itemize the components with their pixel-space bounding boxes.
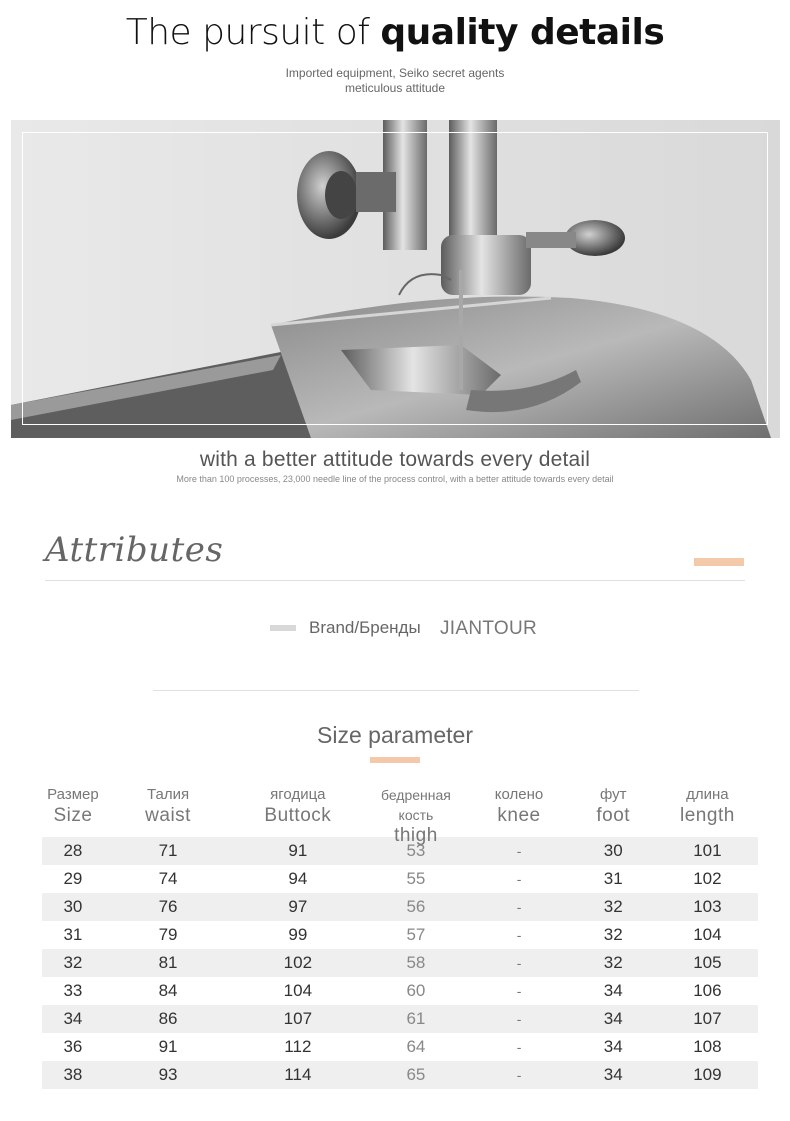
column-header-en: thigh	[394, 825, 438, 846]
column-header	[363, 785, 468, 846]
size-title: Size parameter	[317, 722, 473, 748]
column-header-en: Buttock	[264, 805, 332, 826]
size-table-header	[42, 785, 758, 846]
table-cell: 103	[693, 897, 722, 916]
table-cell: 76	[158, 897, 178, 916]
column-header-ru: ягодица	[270, 786, 326, 803]
attributes-divider	[45, 580, 745, 581]
table-cell: 106	[693, 981, 722, 1000]
table-cell: 30	[603, 841, 623, 860]
table-cell: 109	[693, 1065, 722, 1084]
attributes-accent-bar	[694, 558, 744, 566]
table-cell: 32	[603, 925, 623, 944]
size-divider	[153, 690, 639, 691]
column-header-ru: Талия	[147, 786, 190, 803]
table-row	[42, 837, 758, 865]
table-row	[42, 977, 758, 1005]
table-cell: 81	[158, 953, 178, 972]
table-row	[42, 949, 758, 977]
table-cell: 112	[284, 1037, 312, 1056]
size-accent-bar	[370, 757, 420, 763]
detail-title: with a better attitude towards every detail	[199, 448, 591, 471]
column-header	[570, 785, 657, 837]
column-header	[232, 785, 363, 837]
table-cell: 55	[406, 869, 426, 888]
table-cell: 104	[283, 981, 313, 1000]
column-header-ru: Размер	[47, 786, 99, 803]
column-header	[104, 785, 232, 837]
table-cell: 114	[284, 1065, 312, 1084]
table-cell: 94	[288, 869, 308, 888]
size-table-body	[42, 837, 758, 1089]
column-header	[657, 785, 758, 837]
table-cell: 53	[406, 841, 426, 860]
table-cell: 64	[406, 1037, 426, 1056]
table-cell: 32	[603, 897, 623, 916]
table-cell: 34	[603, 1065, 623, 1084]
table-cell: 91	[158, 1037, 178, 1056]
table-cell: 57	[406, 925, 426, 944]
table-cell: 34	[603, 1037, 623, 1056]
table-cell: 97	[288, 897, 308, 916]
table-cell: 102	[693, 869, 722, 888]
table-cell: 71	[158, 841, 178, 860]
detail-subtitle: More than 100 processes, 23,000 needle line of the process control, with a better attitude towards every detail	[176, 474, 614, 484]
column-header-ru: длина	[686, 786, 729, 803]
brand-dash	[270, 625, 296, 631]
table-cell: 101	[693, 841, 722, 860]
table-cell: 107	[693, 1009, 722, 1028]
table-cell: -	[516, 927, 522, 943]
attributes-title: Attributes	[45, 530, 224, 570]
table-cell: 108	[693, 1037, 722, 1056]
table-cell: 34	[603, 1009, 623, 1028]
hero-subtitle	[0, 66, 790, 96]
table-cell: 99	[288, 925, 308, 944]
table-cell: -	[516, 1067, 522, 1083]
column-header-ru: бедренная кость	[380, 787, 451, 823]
table-cell: 84	[158, 981, 178, 1000]
column-header-en: Size	[53, 805, 93, 826]
table-cell: -	[516, 1039, 522, 1055]
table-cell: 38	[63, 1065, 83, 1084]
column-header-en: length	[680, 805, 735, 826]
size-table	[42, 785, 758, 1089]
table-cell: 29	[63, 869, 83, 888]
column-header-ru: колено	[494, 786, 544, 803]
brand-value: JIANTOUR	[440, 618, 538, 639]
hero-subtitle-line2: meticulous attitude	[344, 81, 446, 95]
table-row	[42, 865, 758, 893]
table-cell: 61	[406, 1009, 426, 1028]
table-cell: -	[516, 1011, 522, 1027]
table-cell: 105	[693, 953, 722, 972]
hero-title-bold: quality details	[380, 12, 665, 53]
table-row	[42, 1005, 758, 1033]
table-cell: 56	[406, 897, 426, 916]
table-cell: -	[516, 871, 522, 887]
column-header-ru: фут	[599, 786, 627, 803]
table-cell: 104	[693, 925, 722, 944]
table-cell: -	[516, 955, 522, 971]
table-cell: 34	[603, 981, 623, 1000]
table-cell: 107	[283, 1009, 313, 1028]
table-cell: 93	[158, 1065, 178, 1084]
table-cell: 65	[406, 1065, 426, 1084]
hero-subtitle-line1: Imported equipment, Seiko secret agents	[285, 66, 505, 80]
table-row	[42, 1033, 758, 1061]
table-cell: 60	[406, 981, 426, 1000]
table-cell: 31	[603, 869, 623, 888]
table-cell: 32	[603, 953, 623, 972]
column-header-en: waist	[145, 805, 191, 826]
table-cell: 33	[63, 981, 83, 1000]
hero-title	[0, 12, 790, 53]
table-cell: 86	[158, 1009, 178, 1028]
column-header	[468, 785, 569, 837]
column-header	[42, 785, 104, 837]
table-cell: 30	[63, 897, 83, 916]
table-row	[42, 921, 758, 949]
table-cell: 34	[63, 1009, 83, 1028]
table-cell: 31	[63, 925, 83, 944]
table-row	[42, 1061, 758, 1089]
table-cell: 79	[158, 925, 178, 944]
table-row	[42, 893, 758, 921]
table-cell: -	[516, 983, 522, 999]
table-cell: -	[516, 843, 522, 859]
table-cell: 28	[63, 841, 83, 860]
photo-frame	[22, 132, 768, 425]
table-cell: 32	[63, 953, 83, 972]
table-cell: -	[516, 899, 522, 915]
brand-label: Brand/Бренды	[309, 618, 421, 637]
column-header-en: knee	[497, 805, 541, 826]
column-header-en: foot	[596, 805, 631, 826]
hero-title-light: The pursuit of	[125, 12, 381, 53]
table-cell: 36	[63, 1037, 83, 1056]
table-cell: 102	[283, 953, 313, 972]
table-cell: 58	[406, 953, 426, 972]
table-cell: 74	[158, 869, 178, 888]
table-cell: 91	[288, 841, 308, 860]
